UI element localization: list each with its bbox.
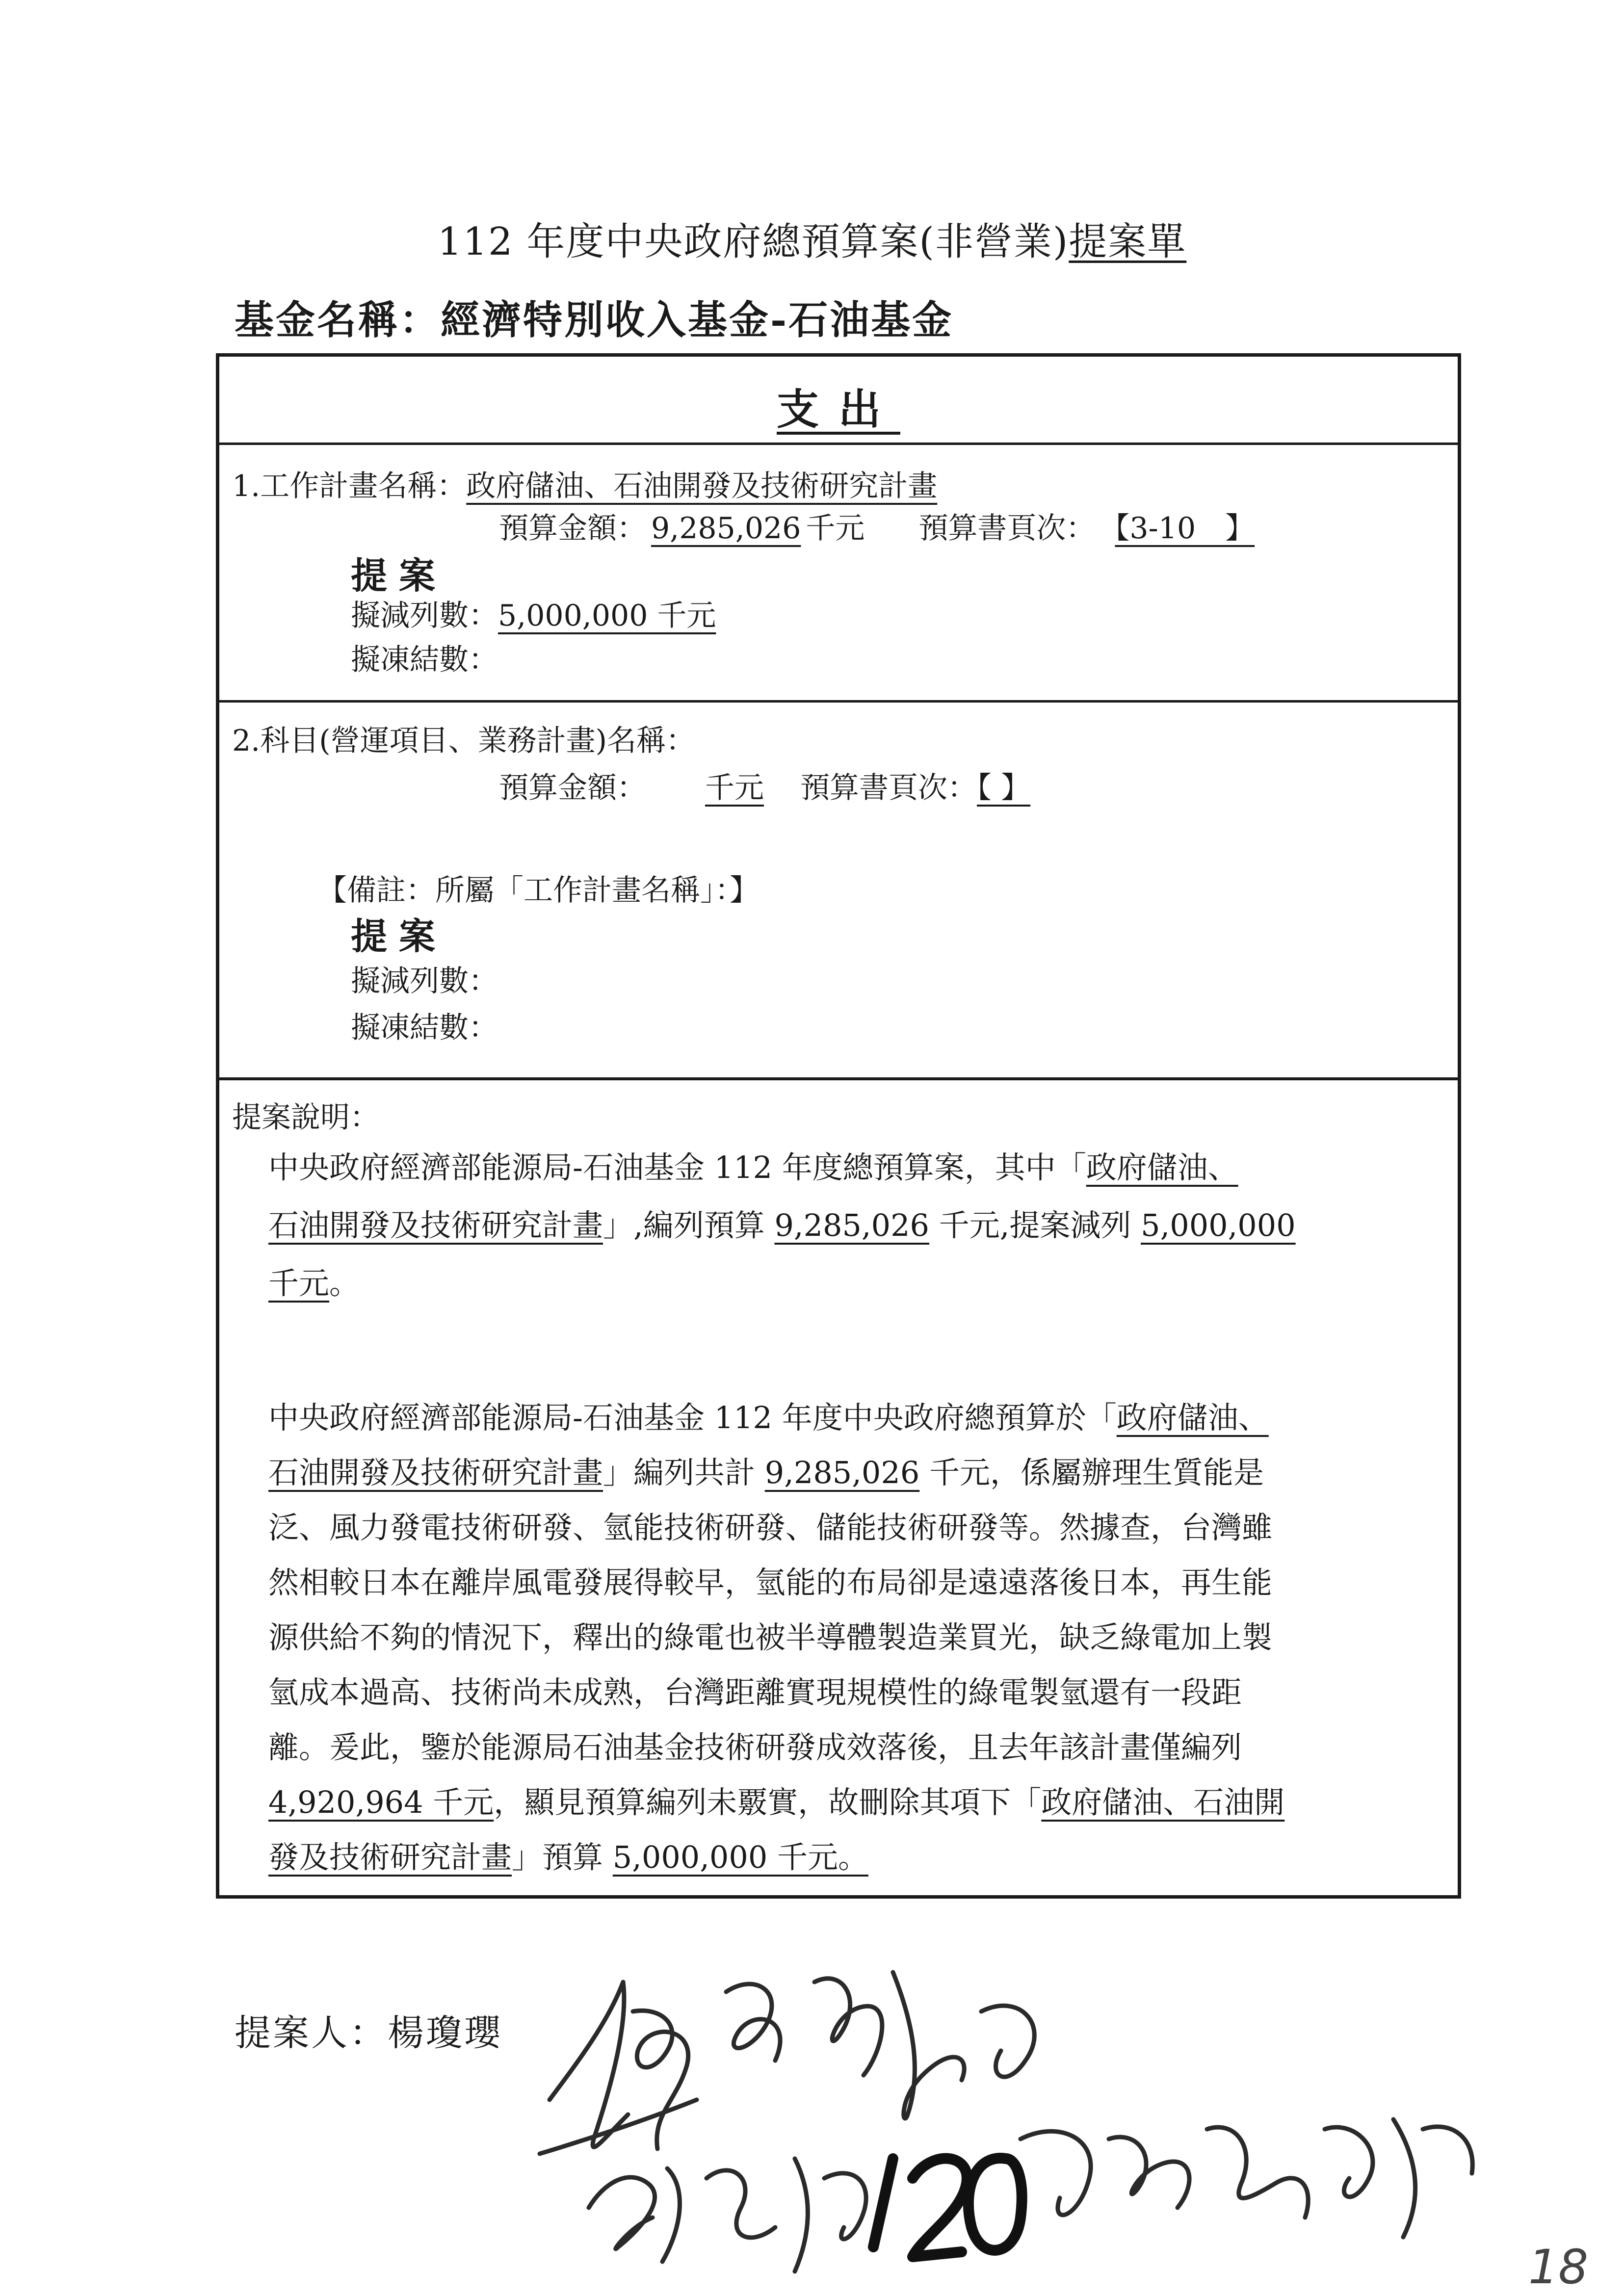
paragraph-2-line [268,1393,1269,1437]
underlined-segment: 石油開發及技術研究計畫 [268,1207,603,1243]
underlined-segment: 9,285,026 [764,1455,920,1490]
handwritten-signature [520,1953,1501,2296]
page-number-text: 18 [1528,2240,1589,2295]
text-segment: ，顯見預算編列未覈實，故刪除其項下「 [494,1784,1042,1820]
paragraph-1-line [268,1143,1238,1187]
underlined-segment: 4,920,964 千元 [268,1784,494,1820]
text-segment: 中央政府經濟部能源局-石油基金 112 年度中央政府總預算於「 [268,1400,1117,1435]
explanation-block [219,1080,1458,1895]
item-2-page-label: 預算書頁次： [800,771,977,805]
paragraph-1-line [268,1201,1296,1245]
paragraph-2-line [268,1448,1264,1492]
title-main: 112 年度中央政府總預算案(非營業) [437,220,1069,264]
text-segment: 中央政府經濟部能源局-石油基金 112 年度總預算案，其中「 [268,1149,1086,1185]
underlined-segment: 千元 [268,1265,330,1301]
item-2-block [219,703,1458,1080]
page-number [1528,2240,1588,2295]
explanation-heading: 提案說明： [232,1100,379,1135]
fund-name: 基金名稱：經濟特別收入基金-石油基金 [235,297,954,343]
text-segment: 千元，係屬辦理生質能是 [919,1455,1264,1490]
item-1-budget-row [499,505,1268,547]
underlined-segment: 石油開發及技術研究計畫 [268,1455,603,1490]
paragraph-2-line [268,1778,1284,1822]
item-2-proposal-heading: 提案 [351,915,447,958]
proposer-name: 楊瓊瓔 [388,2012,502,2054]
text-segment: 千元,提案減列 [929,1207,1141,1243]
paragraph-1-line [268,1259,360,1303]
item-2-page-ref: 【 】 [977,771,1031,805]
underlined-segment: 5,000,000 千元。 [612,1839,868,1875]
item-1-proposal-heading: 提案 [351,555,447,597]
paragraph-2-line: 源供給不夠的情況下，釋出的綠電也被半導體製造業買光，缺乏綠電加上製 [268,1619,1273,1655]
item-1-cut-value: 5,000,000 千元 [498,599,716,633]
item-1-budget-amount: 9,285,026 [651,511,801,546]
item-2-budget-unit: 千元 [705,771,764,805]
paragraph-2-line: 離。爰此，鑒於能源局石油基金技術研發成效落後，且去年該計畫僅編列 [268,1729,1242,1765]
item-1-budget-unit: 千元 [806,511,865,546]
paragraph-2-line: 氫成本過高、技術尚未成熟，台灣距離實現規模性的綠電製氫還有一段距 [268,1674,1242,1710]
proposal-form [216,353,1461,1899]
underlined-segment: 發及技術研究計畫 [268,1839,512,1875]
item-2-title: 2.科目(營運項目、業務計畫)名稱： [232,724,696,758]
section-header-label: 支出 [777,385,900,434]
text-segment: 」預算 [512,1839,613,1875]
underlined-segment: 5,000,000 [1141,1207,1296,1243]
section-header [219,357,1458,445]
title-tail: 提案單 [1069,220,1187,264]
item-1-page-ref: 【3-10 】 [1115,511,1255,546]
item-1-cut-row [351,592,716,634]
item-2-budget-row [499,764,1065,807]
underlined-segment: 政府儲油、石油開 [1041,1784,1285,1820]
item-2-budget-label: 預算金額： [499,771,646,805]
item-2-freeze-label: 擬凍結數： [351,1011,498,1045]
paragraph-2-line: 泛、風力發電技術研發、氫能技術研發、儲能技術研發等。然據查，台灣雖 [268,1510,1273,1545]
item-1-block [219,445,1458,703]
item-1-name: 政府儲油、石油開發及技術研究計畫 [466,469,938,503]
text-segment: 」編列共計 [603,1455,765,1490]
paragraph-2-line [268,1833,868,1877]
item-1-budget-label: 預算金額： [499,511,646,546]
item-1-label: 1.工作計畫名稱： [232,469,467,503]
item-2-remark: 【備註：所屬「工作計畫名稱」：】 [317,873,759,908]
text-segment: 。 [329,1265,360,1301]
item-1-page-label: 預算書頁次： [918,511,1096,546]
underlined-segment: 政府儲油、 [1086,1149,1238,1185]
proposer-label: 提案人： [235,2012,388,2054]
item-2-cut-label: 擬減列數： [351,964,498,998]
paragraph-2-line: 然相較日本在離岸風電發展得較早，氫能的布局卻是遠遠落後日本，再生能 [268,1565,1273,1600]
document-title [0,211,1624,266]
text-segment: 」,編列預算 [603,1207,775,1243]
underlined-segment: 政府儲油、 [1116,1400,1269,1435]
underlined-segment: 9,285,026 [774,1207,929,1243]
proposer-line [235,2004,502,2056]
item-1-cut-label: 擬減列數： [351,599,498,633]
item-1-title [232,463,937,505]
item-1-freeze-label: 擬凍結數： [351,643,498,677]
